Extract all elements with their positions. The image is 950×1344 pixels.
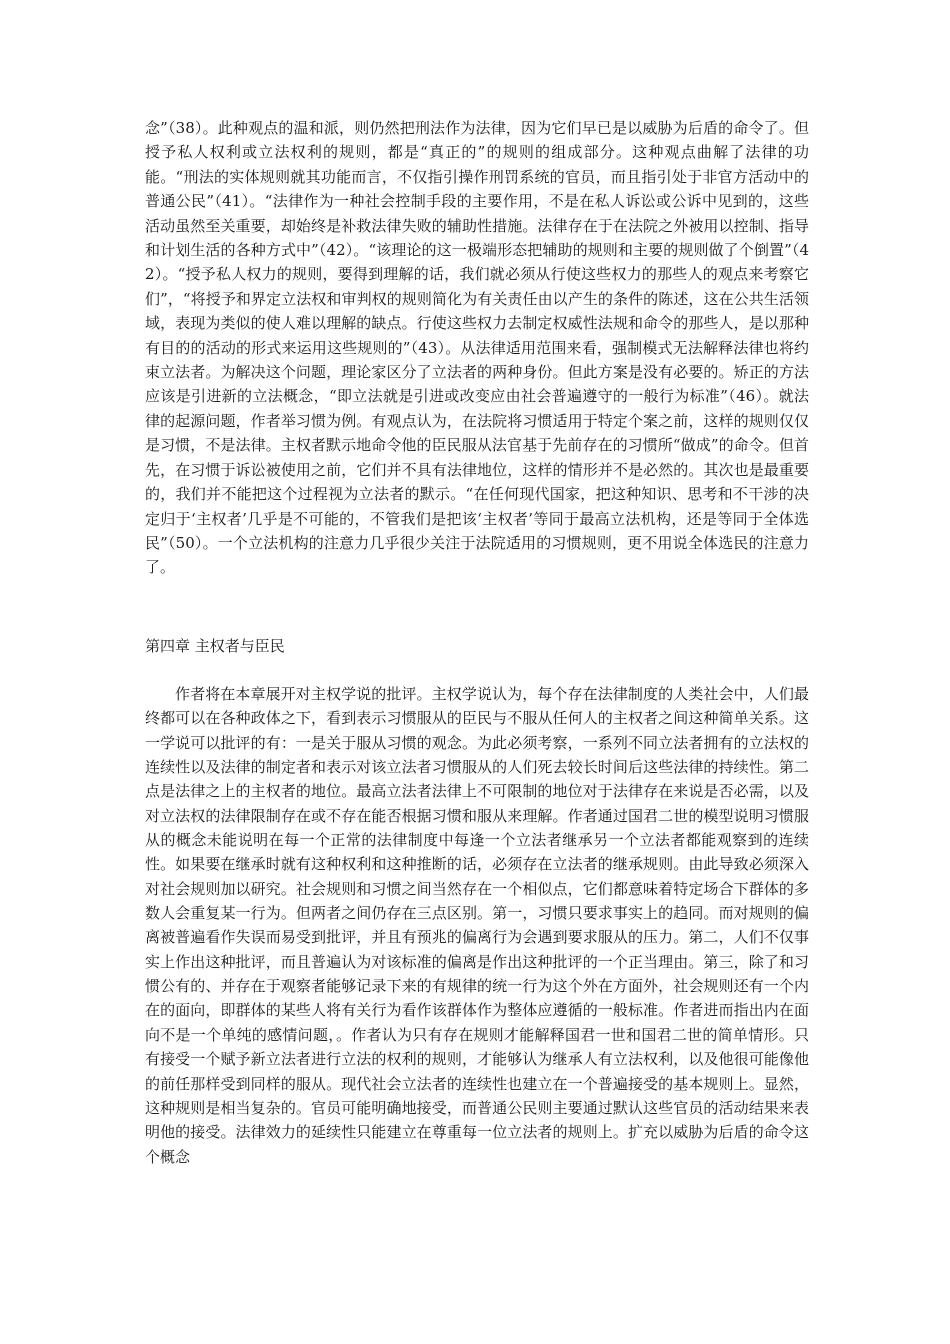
body-paragraph: 作者将在本章展开对主权学说的批评。主权学说认为，每个存在法律制度的人类社会中，人们最终都可以在各种政体之下，看到表示习惯服从的臣民与不服从任何人的主权者之间这种简单关系。这一学说可以批评的有：一是关于服从习惯的观念。为此必须考察，一系列不同立法者拥有的立法权的连续性以及法律的制定者和表示对该立法者习惯服从的人们死去较长时间后这些法律的持续性。第二点是法律之上的主权者的地位。最高立法者法律上不可限制的地位对于法律存在来说是否必需，以及对立法权的法律限制存在或不存在能否根据习惯和服从来理解。作者通过国君二世的模型说明习惯服从的概念未能说明在每一个正常的法律制度中每逢一个立法者继承另一个立法者都能观察到的连续性。如果要在继承时就有这种权利和这种推断的话，必须存在立法者的继承规则。由此导致必须深入对社会规则加以研究。社会规则和习惯之间当然存在一个相似点，它们都意味着特定场合下群体的多数人会重复某一行为。但两者之间仍存在三点区别。第一，习惯只要求事实上的趋同。而对规则的偏离被普遍看作失误而易受到批评，并且有预兆的偏离行为会遇到要求服从的压力。第二，人们不仅事实上作出这种批评，而且普遍认为对该标准的偏离是作出这种批评的一个正当理由。第三，除了和习惯公有的、并存在于观察者能够记录下来的有规律的统一行为这个外在方面外，社会规则还有一个内在的面向，即群体的某些人将有关行为看作该群体作为整体应遵循的一般标准。作者进而指出内在面向不是一个单纯的感情问题，。作者认为只有存在规则才能解释国君一世和国君二世的简单情形。只有接受一个赋予新立法者进行立法的权利的规则，才能够认为继承人有立法权利，以及他很可能像他的前任那样受到同样的服从。现代社会立法者的连续性也建立在一个普遍接受的基本规则上。显然，这种规则是相当复杂的。官员可能明确地接受，而普通公民则主要通过默认这些官员的活动结果来表明他的接受。法律效力的延续性只能建立在尊重每一位立法者的规则上。扩充以威胁为后盾的命令这个概念: [145, 685, 809, 1166]
chapter-heading: 第四章 主权者与臣民: [145, 637, 285, 655]
body-paragraph: 念”（38）。此种观点的温和派，则仍然把刑法作为法律，因为它们早已是以威胁为后盾的命令了。但授予私人权利或立法权利的规则，都是“真正的”的规则的组成部分。这种观点曲解了法律的功能。“刑法的实体规则就其功能而言，不仅指引操作刑罚系统的官员，而且指引处于非官方活动中的普通公民”（41）。“法律作为一种社会控制手段的主要作用，不是在私人诉讼或公诉中见到的，这些活动虽然至关重要，却始终是补救法律失败的辅助性措施。法律存在于在法院之外被用以控制、指导和计划生活的各种方式中”（42）。“该理论的这一极端形态把辅助的规则和主要的规则做了个倒置”（42）。“授予私人权力的规则，要得到理解的话，我们就必须从行使这些权力的那些人的观点来考察它们”，“将授予和界定立法权和审判权的规则简化为有关责任由以产生的条件的陈述，这在公共生活领域，表现为类似的使人难以理解的缺点。行使这些权力去制定权威性法规和命令的那些人，是以那种有目的的活动的形式来运用这些规则的”（43）。从法律适用范围来看，强制模式无法解释法律也将约束立法者。为解决这个问题，理论家区分了立法者的两种身份。但此方案是没有必要的。矫正的方法应该是引进新的立法概念，“即立法就是引进或改变应由社会普遍遵守的一般行为标准”（46）。就法律的起源问题，作者举习惯为例。有观点认为，在法院将习惯适用于特定个案之前，这样的规则仅仅是习惯，不是法律。主权者默示地命令他的臣民服从法官基于先前存在的习惯所“做成”的命令。但首先，在习惯于诉讼被使用之前，它们并不具有法律地位，这样的情形并不是必然的。其次也是最重要的，我们并不能把这个过程视为立法者的默示。“在任何现代国家，把这种知识、思考和不干涉的决定归于‘主权者’几乎是不可能的，不管我们是把该‘主权者’等同于最高立法机构，还是等同于全体选民”（50）。一个立法机构的注意力几乎很少关注于法院适用的习惯规则，更不用说全体选民的注意力了。: [145, 119, 809, 577]
